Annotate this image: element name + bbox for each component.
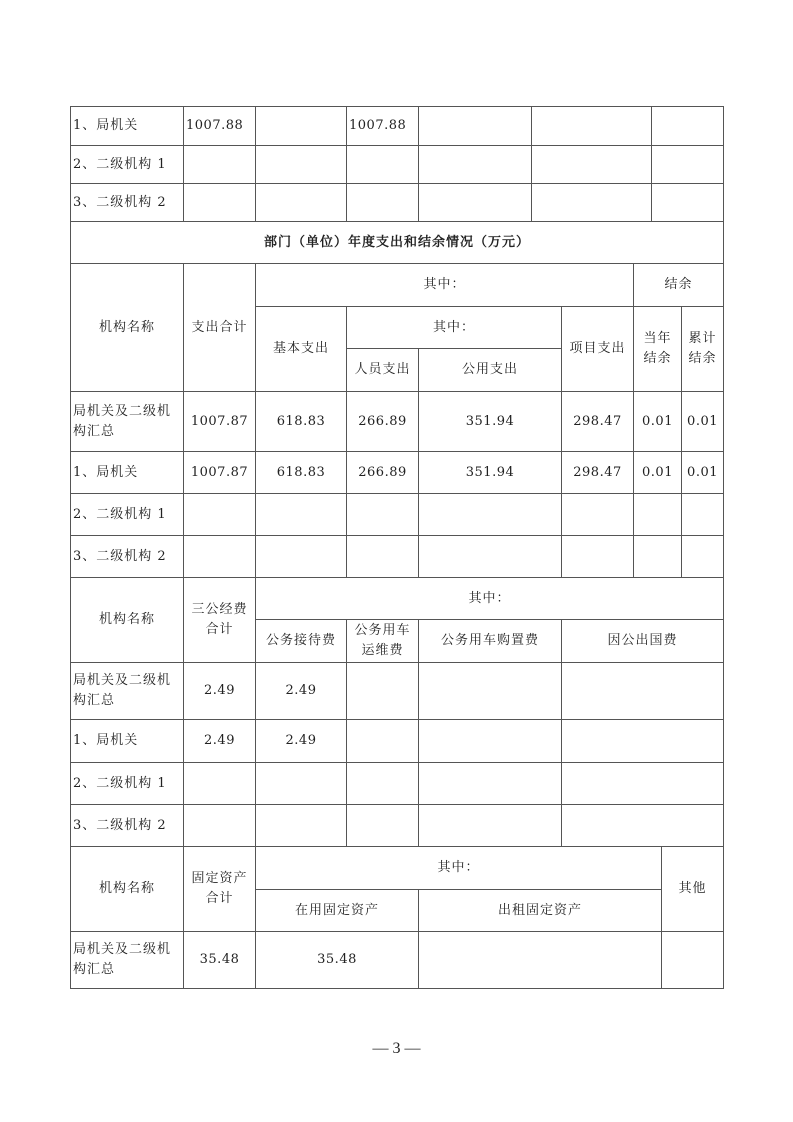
cell: 1007.88	[184, 107, 256, 146]
vehicle-purchase-cell	[419, 663, 562, 720]
total-cell	[184, 494, 256, 536]
header-reception: 公务接待费	[256, 620, 347, 663]
table-row	[71, 494, 724, 536]
cell	[419, 184, 532, 222]
table-row	[71, 392, 724, 452]
page-number: — 3 —	[372, 1040, 421, 1057]
header-of-which-basic: 其中：	[347, 307, 562, 349]
cumulative-cell: 0.01	[682, 392, 724, 452]
cell	[652, 146, 724, 184]
header-personnel: 人员支出	[347, 349, 419, 392]
basic-cell	[256, 494, 347, 536]
header-in-use: 在用固定资产	[256, 890, 419, 932]
header-cumulative: 累计结余	[682, 307, 724, 392]
basic-cell: 618.83	[256, 452, 347, 494]
vehicle-maint-cell	[347, 805, 419, 847]
header-total: 固定资产合计	[184, 847, 256, 932]
header-project: 项目支出	[562, 307, 634, 392]
org-name: 局机关及二级机构汇总	[71, 392, 184, 452]
project-cell: 298.47	[562, 392, 634, 452]
header-row	[71, 847, 724, 890]
section-title-row	[71, 222, 724, 264]
project-cell	[562, 536, 634, 578]
table-row	[71, 663, 724, 720]
fixed-assets-table	[70, 846, 724, 989]
total-cell: 2.49	[184, 720, 256, 763]
org-name: 局机关及二级机构汇总	[71, 663, 184, 720]
vehicle-maint-cell	[347, 763, 419, 805]
total-cell: 1007.87	[184, 452, 256, 494]
header-vehicle-maint: 公务用车运维费	[347, 620, 419, 663]
org-name: 3、二级机构 2	[71, 805, 184, 847]
cell	[532, 146, 652, 184]
cell	[184, 146, 256, 184]
personnel-cell: 266.89	[347, 392, 419, 452]
header-row	[71, 264, 724, 307]
basic-cell	[256, 536, 347, 578]
cell	[532, 184, 652, 222]
header-vehicle-purchase: 公务用车购置费	[419, 620, 562, 663]
table-row	[71, 932, 724, 989]
cell	[532, 107, 652, 146]
cumulative-cell	[682, 494, 724, 536]
cell: 1007.88	[347, 107, 419, 146]
table-row	[71, 763, 724, 805]
org-name: 3、二级机构 2	[71, 184, 184, 222]
personnel-cell	[347, 494, 419, 536]
org-name: 2、二级机构 1	[71, 146, 184, 184]
header-of-which: 其中：	[256, 578, 724, 620]
cell	[347, 184, 419, 222]
basic-cell: 618.83	[256, 392, 347, 452]
org-name: 3、二级机构 2	[71, 536, 184, 578]
table-row	[71, 452, 724, 494]
vehicle-purchase-cell	[419, 720, 562, 763]
public-cell	[419, 494, 562, 536]
abroad-cell	[562, 663, 724, 720]
total-cell	[184, 536, 256, 578]
header-org-name: 机构名称	[71, 578, 184, 663]
header-of-which: 其中：	[256, 847, 662, 890]
cell	[256, 184, 347, 222]
cell	[256, 107, 347, 146]
total-cell	[184, 805, 256, 847]
current-year-cell: 0.01	[634, 392, 682, 452]
header-total: 支出合计	[184, 264, 256, 392]
current-year-cell: 0.01	[634, 452, 682, 494]
header-row	[71, 578, 724, 620]
abroad-cell	[562, 805, 724, 847]
table-row	[71, 805, 724, 847]
personnel-cell	[347, 536, 419, 578]
vehicle-maint-cell	[347, 720, 419, 763]
cell	[419, 146, 532, 184]
cell	[184, 184, 256, 222]
cell	[256, 146, 347, 184]
total-cell: 35.48	[184, 932, 256, 989]
org-name: 1、局机关	[71, 107, 184, 146]
project-cell	[562, 494, 634, 536]
header-org-name: 机构名称	[71, 847, 184, 932]
abroad-cell	[562, 763, 724, 805]
cell	[652, 107, 724, 146]
income-table-continued	[70, 106, 724, 264]
cumulative-cell	[682, 536, 724, 578]
cell	[652, 184, 724, 222]
personnel-cell: 266.89	[347, 452, 419, 494]
in-use-cell: 35.48	[256, 932, 419, 989]
header-rented: 出租固定资产	[419, 890, 662, 932]
cell	[419, 107, 532, 146]
table-row	[71, 146, 724, 184]
header-other: 其他	[662, 847, 724, 932]
expenditure-table	[70, 263, 724, 578]
total-cell: 1007.87	[184, 392, 256, 452]
header-total: 三公经费合计	[184, 578, 256, 663]
header-of-which: 其中：	[256, 264, 634, 307]
reception-cell	[256, 805, 347, 847]
total-cell: 2.49	[184, 663, 256, 720]
org-name: 局机关及二级机构汇总	[71, 932, 184, 989]
vehicle-purchase-cell	[419, 805, 562, 847]
cell	[347, 146, 419, 184]
table-row	[71, 720, 724, 763]
reception-cell	[256, 763, 347, 805]
table-row	[71, 107, 724, 146]
table-row	[71, 184, 724, 222]
org-name: 1、局机关	[71, 452, 184, 494]
vehicle-purchase-cell	[419, 763, 562, 805]
abroad-cell	[562, 720, 724, 763]
header-org-name: 机构名称	[71, 264, 184, 392]
reception-cell: 2.49	[256, 663, 347, 720]
header-basic: 基本支出	[256, 307, 347, 392]
current-year-cell	[634, 494, 682, 536]
other-cell	[662, 932, 724, 989]
cumulative-cell: 0.01	[682, 452, 724, 494]
public-cell: 351.94	[419, 452, 562, 494]
rented-cell	[419, 932, 662, 989]
org-name: 2、二级机构 1	[71, 494, 184, 536]
project-cell: 298.47	[562, 452, 634, 494]
public-cell: 351.94	[419, 392, 562, 452]
header-current-year: 当年结余	[634, 307, 682, 392]
public-cell	[419, 536, 562, 578]
header-abroad: 因公出国费	[562, 620, 724, 663]
total-cell	[184, 763, 256, 805]
header-balance: 结余	[634, 264, 724, 307]
reception-cell: 2.49	[256, 720, 347, 763]
org-name: 2、二级机构 1	[71, 763, 184, 805]
header-public: 公用支出	[419, 349, 562, 392]
vehicle-maint-cell	[347, 663, 419, 720]
org-name: 1、局机关	[71, 720, 184, 763]
section-title: 部门（单位）年度支出和结余情况（万元）	[71, 222, 724, 264]
three-public-expenses-table	[70, 577, 724, 847]
current-year-cell	[634, 536, 682, 578]
table-row	[71, 536, 724, 578]
